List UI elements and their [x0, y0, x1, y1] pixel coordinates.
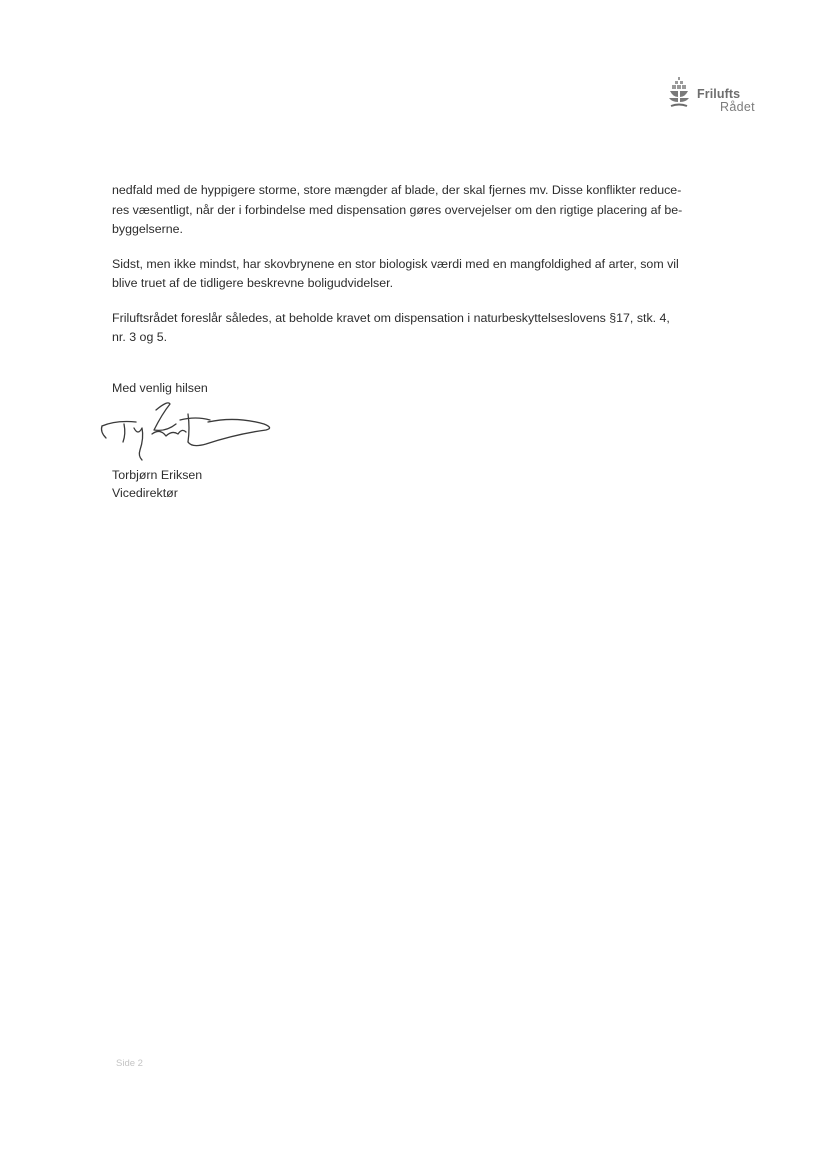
page-number: Side 2: [116, 1058, 143, 1069]
signer-name: Torbjørn Eriksen: [112, 468, 203, 482]
paragraph-conflicts: [112, 181, 752, 240]
letter-body: [112, 181, 752, 363]
paragraph-line: nr. 3 og 5.: [112, 330, 168, 344]
paragraph-biology: [112, 255, 752, 294]
paragraph-line: byggelserne.: [112, 222, 183, 236]
signer-block: [112, 467, 202, 502]
closing-greeting: Med venlig hilsen: [112, 381, 208, 395]
paragraph-line: blive truet af de tidligere beskrevne boligudvidelser.: [112, 276, 394, 290]
leaf-tree-logo-icon: [668, 76, 690, 110]
paragraph-line: Friluftsrådet foreslår således, at beholde kravet om dispensation i naturbeskyttelseslovens §17, stk. 4,: [112, 310, 670, 325]
signer-title: Vicedirektør: [112, 485, 178, 500]
logo-text-raadet: Rådet: [720, 100, 755, 114]
paragraph-line: nedfald med de hyppigere storme, store mængder af blade, der skal fjernes mv. Disse konflikter reduce-: [112, 183, 682, 197]
paragraph-proposal: [112, 309, 752, 348]
handwritten-signature: [96, 398, 274, 462]
friluftsraadet-logo: [668, 76, 768, 116]
logo-text-frilufts: Frilufts: [697, 87, 741, 101]
paragraph-line: Sidst, men ikke mindst, har skovbrynene en stor biologisk værdi med en mangfoldighed af arter, som vil: [112, 256, 679, 271]
paragraph-line: res væsentligt, når der i forbindelse med dispensation gøres overvejelser om den rigtige placering af be-: [112, 202, 683, 217]
